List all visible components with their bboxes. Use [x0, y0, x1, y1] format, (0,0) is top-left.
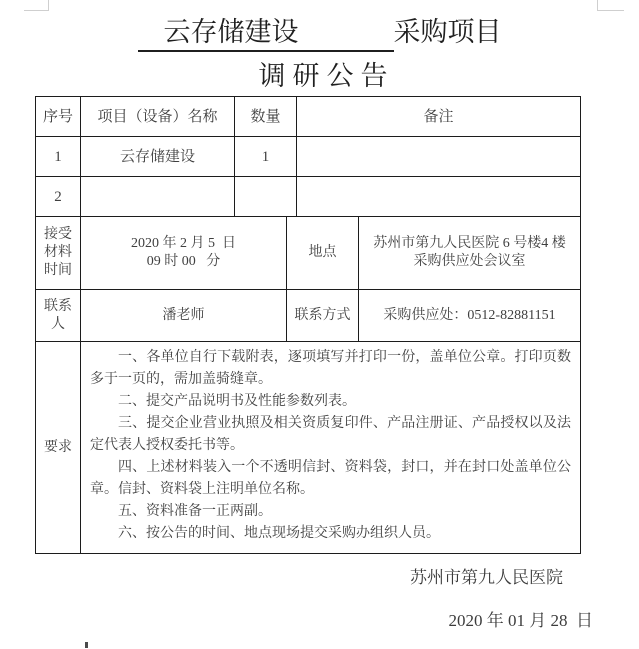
- title-blank-field: [138, 16, 394, 52]
- item-quantity: 1: [235, 137, 297, 176]
- header-name: 项目（设备）名称: [81, 97, 235, 136]
- requirement-item: 六、按公告的时间、地点现场提交采购办组织人员。: [118, 526, 440, 541]
- schedule-time-clock: 09 时 00 分: [146, 254, 221, 269]
- requirements-label: 要求: [36, 342, 81, 553]
- item-serial: 2: [36, 177, 81, 216]
- contact-row: [36, 290, 580, 342]
- item-note: [297, 177, 580, 216]
- signature-date: 2020 年 01 月 28 日: [448, 611, 593, 630]
- contact-label: 联系人: [36, 290, 81, 341]
- table-row: [36, 137, 580, 177]
- item-name: 云存储建设: [81, 137, 235, 176]
- schedule-time: [81, 217, 287, 289]
- requirements-row: [36, 342, 580, 553]
- document-title: [0, 16, 639, 91]
- contact-method-label: 联系方式: [287, 290, 359, 341]
- place-line-2: 采购供应处会议室: [413, 254, 526, 269]
- header-note: 备注: [423, 108, 454, 125]
- requirement-item: 二、提交产品说明书及性能参数列表。: [118, 394, 356, 409]
- title-suffix: 采购项目: [393, 17, 502, 47]
- title-line-1: [0, 16, 639, 52]
- title-project-name: 云存储建设: [163, 17, 299, 47]
- contact-name: 潘老师: [81, 290, 287, 341]
- table-row: [36, 177, 580, 217]
- schedule-row: [36, 217, 580, 290]
- signature-organization: 苏州市第九人民医院: [410, 568, 563, 587]
- requirement-item: 四、上述材料装入一个不透明信封、资料袋，封口，并在封口处盖单位公章。信封、资料袋上注明单位名称。: [90, 460, 571, 497]
- requirement-item: 三、提交企业营业执照及相关资质复印件、产品注册证、产品授权以及法定代表人授权委托书等。: [90, 416, 571, 453]
- place-value: [359, 217, 580, 289]
- margin-corner-mark-top-left: [24, 0, 49, 11]
- schedule-label: 接受材料时间: [36, 217, 81, 289]
- item-quantity: [235, 177, 297, 216]
- schedule-time-date: 2020 年 2 月 5 日: [131, 236, 236, 251]
- place-line-1: 苏州市第九人民医院 6 号楼4 楼: [373, 236, 566, 251]
- table-header-row: [36, 97, 580, 137]
- margin-corner-mark-top-right: [597, 0, 624, 11]
- title-line-2: 调研公告: [258, 61, 395, 91]
- item-note: [297, 137, 580, 176]
- requirement-item: 五、资料准备一正两副。: [118, 504, 272, 519]
- place-label: 地点: [287, 217, 359, 289]
- item-serial: 1: [36, 137, 81, 176]
- header-serial: 序号: [36, 97, 81, 136]
- procurement-table: [35, 96, 581, 554]
- header-quantity: 数量: [235, 97, 297, 136]
- page-bottom-mark: [85, 642, 88, 648]
- requirement-item: 一、各单位自行下载附表，逐项填写并打印一份，盖单位公章。打印页数多于一页的，需加盖骑缝章。: [90, 350, 571, 387]
- requirements-body: [81, 342, 580, 553]
- contact-method-value: 采购供应处：0512-82881151: [383, 307, 556, 323]
- item-name: [81, 177, 235, 216]
